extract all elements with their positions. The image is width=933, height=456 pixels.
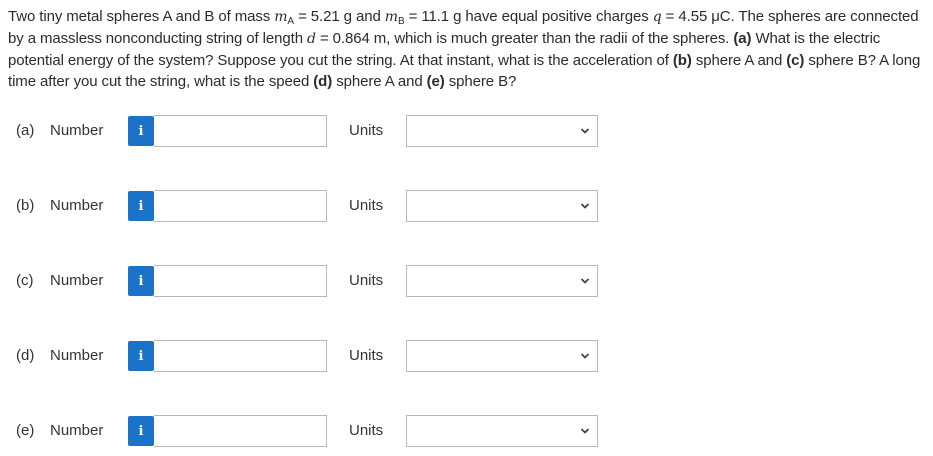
question-fragment: = 5.21 g and bbox=[294, 8, 385, 25]
number-input[interactable] bbox=[154, 415, 327, 447]
units-select[interactable] bbox=[406, 265, 598, 297]
mass-a-subscript: A bbox=[287, 16, 294, 27]
units-label: Units bbox=[349, 122, 384, 139]
question-fragment: sphere A and bbox=[691, 52, 787, 69]
units-label: Units bbox=[349, 347, 384, 364]
question-fragment: sphere A and bbox=[332, 73, 427, 90]
part-e-marker: (e) bbox=[426, 73, 445, 90]
info-glyph: i bbox=[138, 198, 144, 214]
units-select[interactable] bbox=[406, 115, 598, 147]
answer-row-d bbox=[0, 340, 933, 374]
units-label: Units bbox=[349, 422, 384, 439]
part-label: (a) bbox=[16, 122, 35, 139]
chevron-down-icon bbox=[580, 201, 590, 211]
units-select[interactable] bbox=[406, 340, 598, 372]
number-label: Number bbox=[50, 422, 104, 439]
chevron-down-icon bbox=[580, 126, 590, 136]
info-glyph: i bbox=[138, 273, 144, 289]
part-c-marker: (c) bbox=[786, 52, 805, 69]
units-select[interactable] bbox=[406, 415, 598, 447]
answer-row-a bbox=[0, 115, 933, 149]
question-fragment: = 11.1 g have equal positive charges bbox=[404, 8, 653, 25]
number-input[interactable] bbox=[154, 115, 327, 147]
question-text bbox=[8, 6, 930, 92]
number-label: Number bbox=[50, 122, 104, 139]
info-glyph: i bbox=[138, 348, 144, 364]
question-fragment: = 0.864 m, which is much greater than the radii of the spheres. bbox=[315, 30, 734, 47]
part-b-marker: (b) bbox=[672, 52, 692, 69]
part-label: (b) bbox=[16, 197, 35, 214]
units-select[interactable] bbox=[406, 190, 598, 222]
number-label: Number bbox=[50, 197, 104, 214]
question-fragment: sphere B? A long time after you cut the string, what is the speed bbox=[8, 52, 921, 90]
part-d-marker: (d) bbox=[313, 73, 333, 90]
part-label: (e) bbox=[16, 422, 35, 439]
info-glyph: i bbox=[138, 123, 144, 139]
chevron-down-icon bbox=[580, 351, 590, 361]
info-icon[interactable] bbox=[128, 341, 154, 371]
mass-b-symbol: m bbox=[384, 9, 398, 25]
number-input[interactable] bbox=[154, 265, 327, 297]
chevron-down-icon bbox=[580, 276, 590, 286]
units-label: Units bbox=[349, 272, 384, 289]
info-icon[interactable] bbox=[128, 116, 154, 146]
answer-row-e bbox=[0, 415, 933, 449]
info-icon[interactable] bbox=[128, 266, 154, 296]
info-icon[interactable] bbox=[128, 191, 154, 221]
question-fragment: sphere B? bbox=[444, 73, 517, 90]
length-symbol: d bbox=[307, 31, 316, 47]
mass-a-symbol: m bbox=[274, 9, 288, 25]
question-fragment: What is the electric potential energy of the system? Suppose you cut the string. At that instant, what is the acceleration of bbox=[8, 30, 881, 69]
number-label: Number bbox=[50, 347, 104, 364]
part-a-marker: (a) bbox=[733, 30, 752, 47]
part-label: (d) bbox=[16, 347, 35, 364]
answer-row-c bbox=[0, 265, 933, 299]
info-icon[interactable] bbox=[128, 416, 154, 446]
units-label: Units bbox=[349, 197, 384, 214]
answer-row-b bbox=[0, 190, 933, 224]
number-label: Number bbox=[50, 272, 104, 289]
question-fragment: Two tiny metal spheres A and B of mass bbox=[8, 8, 275, 25]
number-input[interactable] bbox=[154, 190, 327, 222]
info-glyph: i bbox=[138, 423, 144, 439]
mass-b-subscript: B bbox=[397, 16, 405, 27]
chevron-down-icon bbox=[580, 426, 590, 436]
part-label: (c) bbox=[16, 272, 34, 289]
question-fragment: = 4.55 μC. The spheres are connected by a massless nonconducting string of length bbox=[8, 8, 919, 47]
number-input[interactable] bbox=[154, 340, 327, 372]
charge-symbol: q bbox=[652, 9, 662, 25]
